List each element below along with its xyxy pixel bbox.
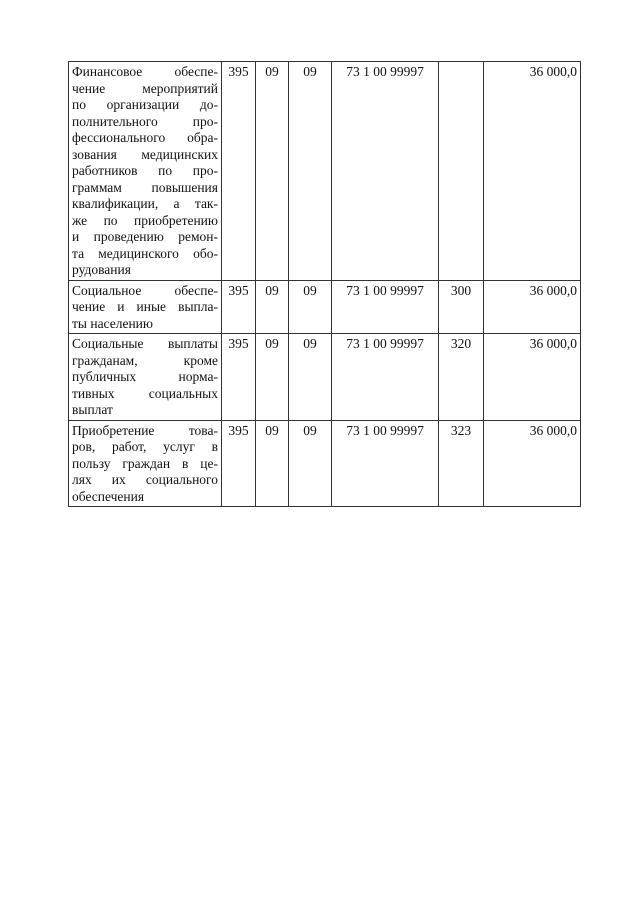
name-line: гражданам, кроме (72, 352, 218, 368)
cell-expense-type: 323 (439, 420, 484, 507)
cell-name (69, 420, 222, 507)
name-line: квалификации, а так- (72, 196, 218, 211)
name-line: зования медицинских (72, 146, 218, 162)
cell-name (69, 334, 222, 421)
cell-expense-type (439, 62, 484, 281)
cell-target-article: 73 1 00 99997 (332, 62, 439, 281)
name-line: лях их социального (72, 472, 218, 487)
cell-expense-type: 320 (439, 334, 484, 421)
name-line: обеспечения (72, 488, 145, 504)
cell-amount: 36 000,0 (484, 334, 581, 421)
budget-table-body (69, 62, 581, 507)
name-line: Приобретение това- (72, 422, 218, 438)
name-line: фессионального обра- (72, 130, 218, 145)
cell-subsection: 09 (289, 420, 332, 507)
name-line: Социальные выплаты (72, 336, 218, 351)
cell-target-article: 73 1 00 99997 (332, 280, 439, 334)
name-line: пользу граждан в це- (72, 455, 218, 471)
name-line: работников по про- (72, 163, 218, 178)
name-line: граммам повышения (72, 179, 218, 195)
name-line: Финансовое обеспе- (72, 64, 218, 79)
table-row (69, 420, 581, 507)
cell-section: 09 (256, 334, 289, 421)
table-row (69, 334, 581, 421)
name-line: выплат (72, 402, 113, 417)
name-line: чение и иные выпла- (72, 299, 218, 314)
cell-grbs: 395 (222, 420, 256, 507)
cell-name (69, 62, 222, 281)
name-line: же по приобретению (72, 212, 218, 228)
cell-target-article: 73 1 00 99997 (332, 420, 439, 507)
name-line: Социальное обеспе- (72, 282, 218, 298)
table-row (69, 280, 581, 334)
name-line: тивных социальных (72, 385, 218, 401)
cell-grbs: 395 (222, 334, 256, 421)
name-line: ты населению (72, 315, 153, 331)
cell-subsection: 09 (289, 62, 332, 281)
cell-amount: 36 000,0 (484, 420, 581, 507)
cell-grbs: 395 (222, 62, 256, 281)
name-line: чение мероприятий (72, 80, 218, 96)
name-line: рудования (72, 262, 131, 277)
table-row (69, 62, 581, 281)
name-line: полнительного про- (72, 113, 218, 129)
name-line: публичных норма- (72, 369, 218, 384)
cell-amount: 36 000,0 (484, 280, 581, 334)
cell-subsection: 09 (289, 280, 332, 334)
cell-target-article: 73 1 00 99997 (332, 334, 439, 421)
cell-name (69, 280, 222, 334)
cell-expense-type: 300 (439, 280, 484, 334)
cell-grbs: 395 (222, 280, 256, 334)
cell-section: 09 (256, 420, 289, 507)
name-line: по организации до- (72, 97, 218, 112)
cell-section: 09 (256, 62, 289, 281)
cell-subsection: 09 (289, 334, 332, 421)
name-line: и проведению ремон- (72, 229, 218, 244)
cell-section: 09 (256, 280, 289, 334)
name-line: та медицинского обо- (72, 245, 218, 261)
cell-amount: 36 000,0 (484, 62, 581, 281)
name-line: ров, работ, услуг в (72, 439, 218, 454)
budget-table (68, 61, 581, 507)
